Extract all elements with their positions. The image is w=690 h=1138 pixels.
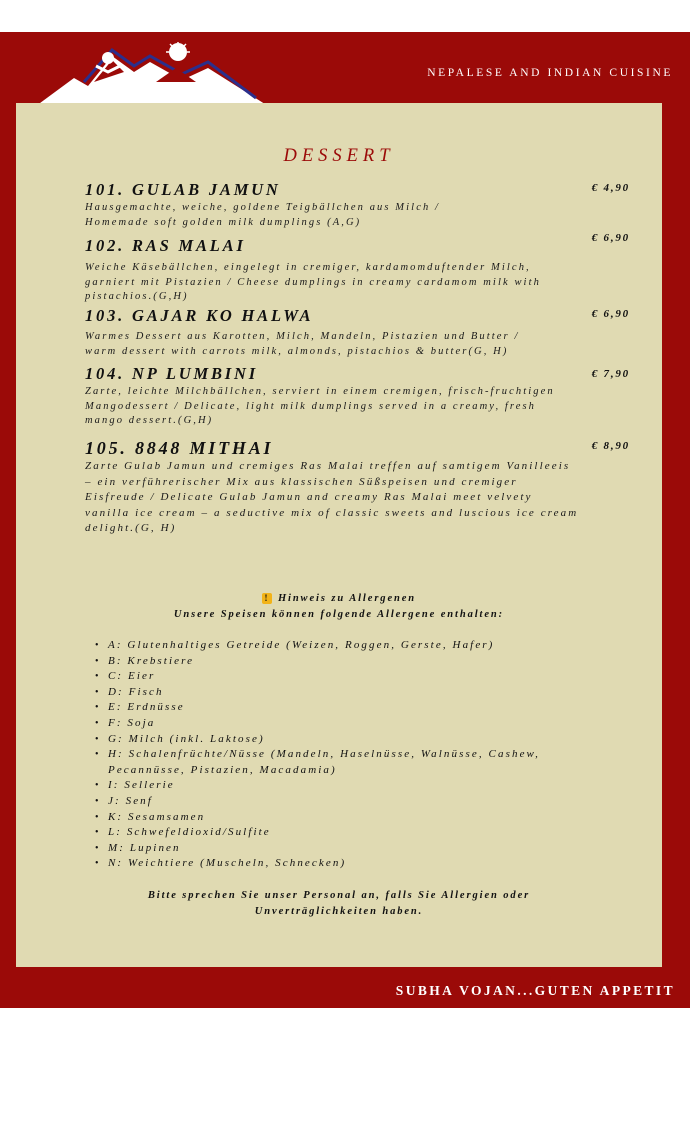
item-price: € 8,90 bbox=[591, 440, 630, 452]
item-name: 101. GULAB JAMUN bbox=[85, 180, 281, 199]
footer-greeting: SUBHA VOJAN...GUTEN APPETIT bbox=[395, 983, 675, 998]
list-item: • L: Schwefeldioxid/Sulfite bbox=[108, 825, 578, 841]
allergen-notice bbox=[16, 591, 662, 920]
list-item: • A: Glutenhaltiges Getreide (Weizen, Roggen, Gerste, Hafer) bbox=[108, 638, 578, 654]
cuisine-tagline: NEPALESE AND INDIAN CUISINE bbox=[427, 67, 673, 79]
list-item: • D: Fisch bbox=[108, 685, 578, 701]
allergen-list bbox=[16, 638, 578, 872]
menu-item bbox=[85, 180, 635, 230]
allergen-heading bbox=[16, 591, 662, 622]
item-name: 104. NP LUMBINI bbox=[85, 364, 258, 383]
list-item: • M: Lupinen bbox=[108, 841, 578, 857]
allergen-note: Bitte sprechen Sie unser Personal an, falls Sie Allergien oder Unverträglichkeiten haben. bbox=[147, 889, 531, 917]
list-item: • N: Weichtiere (Muscheln, Schnecken) bbox=[108, 856, 578, 872]
menu-item bbox=[85, 306, 635, 359]
list-item: • I: Sellerie bbox=[108, 778, 578, 794]
warning-icon: ! bbox=[262, 593, 272, 604]
item-name: 102. RAS MALAI bbox=[85, 236, 246, 255]
menu-item bbox=[85, 364, 635, 429]
mountain-logo bbox=[36, 42, 268, 106]
section-title: DESSERT bbox=[283, 146, 395, 166]
item-price: € 7,90 bbox=[591, 368, 630, 380]
allergen-subtitle: Unsere Speisen können folgende Allergene enthalten: bbox=[173, 608, 505, 620]
menu-item bbox=[85, 236, 635, 305]
allergen-title: Hinweis zu Allergenen bbox=[277, 593, 417, 604]
list-item: • C: Eier bbox=[108, 669, 578, 685]
menu-item bbox=[85, 438, 635, 537]
list-item: • H: Schalenfrüchte/Nüsse (Mandeln, Haselnüsse, Walnüsse, Cashew, Pecannüsse, Pistazien, Macadamia) bbox=[108, 747, 578, 778]
item-description: Zarte Gulab Jamun und cremiges Ras Malai treffen auf samtigem Vanilleeis – ein verführerischer Mix aus klassischen Süßspeisen und cremiger Eisfreude / Delicate Gulab Jamun and creamy Ras Malai meet velvety vanilla ice cream – a seductive mix of classic sweets and luscious ice cream delight.(G, H) bbox=[85, 460, 579, 534]
item-description: Weiche Käsebällchen, eingelegt in cremiger, kardamomduftender Milch, garniert mit Pistazien / Cheese dumplings in creamy cardamom milk with pistachios.(G,H) bbox=[85, 262, 541, 302]
list-item: • B: Krebstiere bbox=[108, 654, 578, 670]
item-name: 105. 8848 MITHAI bbox=[85, 438, 274, 458]
list-item: • K: Sesamsamen bbox=[108, 810, 578, 826]
item-price: € 6,90 bbox=[591, 308, 630, 320]
item-description: Warmes Dessert aus Karotten, Milch, Mandeln, Pistazien und Butter / warm dessert with carrots milk, almonds, pistachios & butter(G, H) bbox=[85, 331, 520, 357]
item-description: Hausgemachte, weiche, goldene Teigbällchen aus Milch / Homemade soft golden milk dumplings (A,G) bbox=[85, 202, 441, 228]
item-name: 103. GAJAR KO HALWA bbox=[85, 306, 314, 325]
list-item: • F: Soja bbox=[108, 716, 578, 732]
item-price: € 6,90 bbox=[591, 232, 630, 244]
list-item: • J: Senf bbox=[108, 794, 578, 810]
item-description: Zarte, leichte Milchbällchen, serviert in einem cremigen, frisch-fruchtigen Mangodessert / Delicate, light milk dumplings served in a creamy, fresh mango dessert.(G,H) bbox=[85, 386, 555, 426]
list-item: • G: Milch (inkl. Laktose) bbox=[108, 732, 578, 748]
list-item: • E: Erdnüsse bbox=[108, 700, 578, 716]
item-price: € 4,90 bbox=[591, 182, 630, 194]
